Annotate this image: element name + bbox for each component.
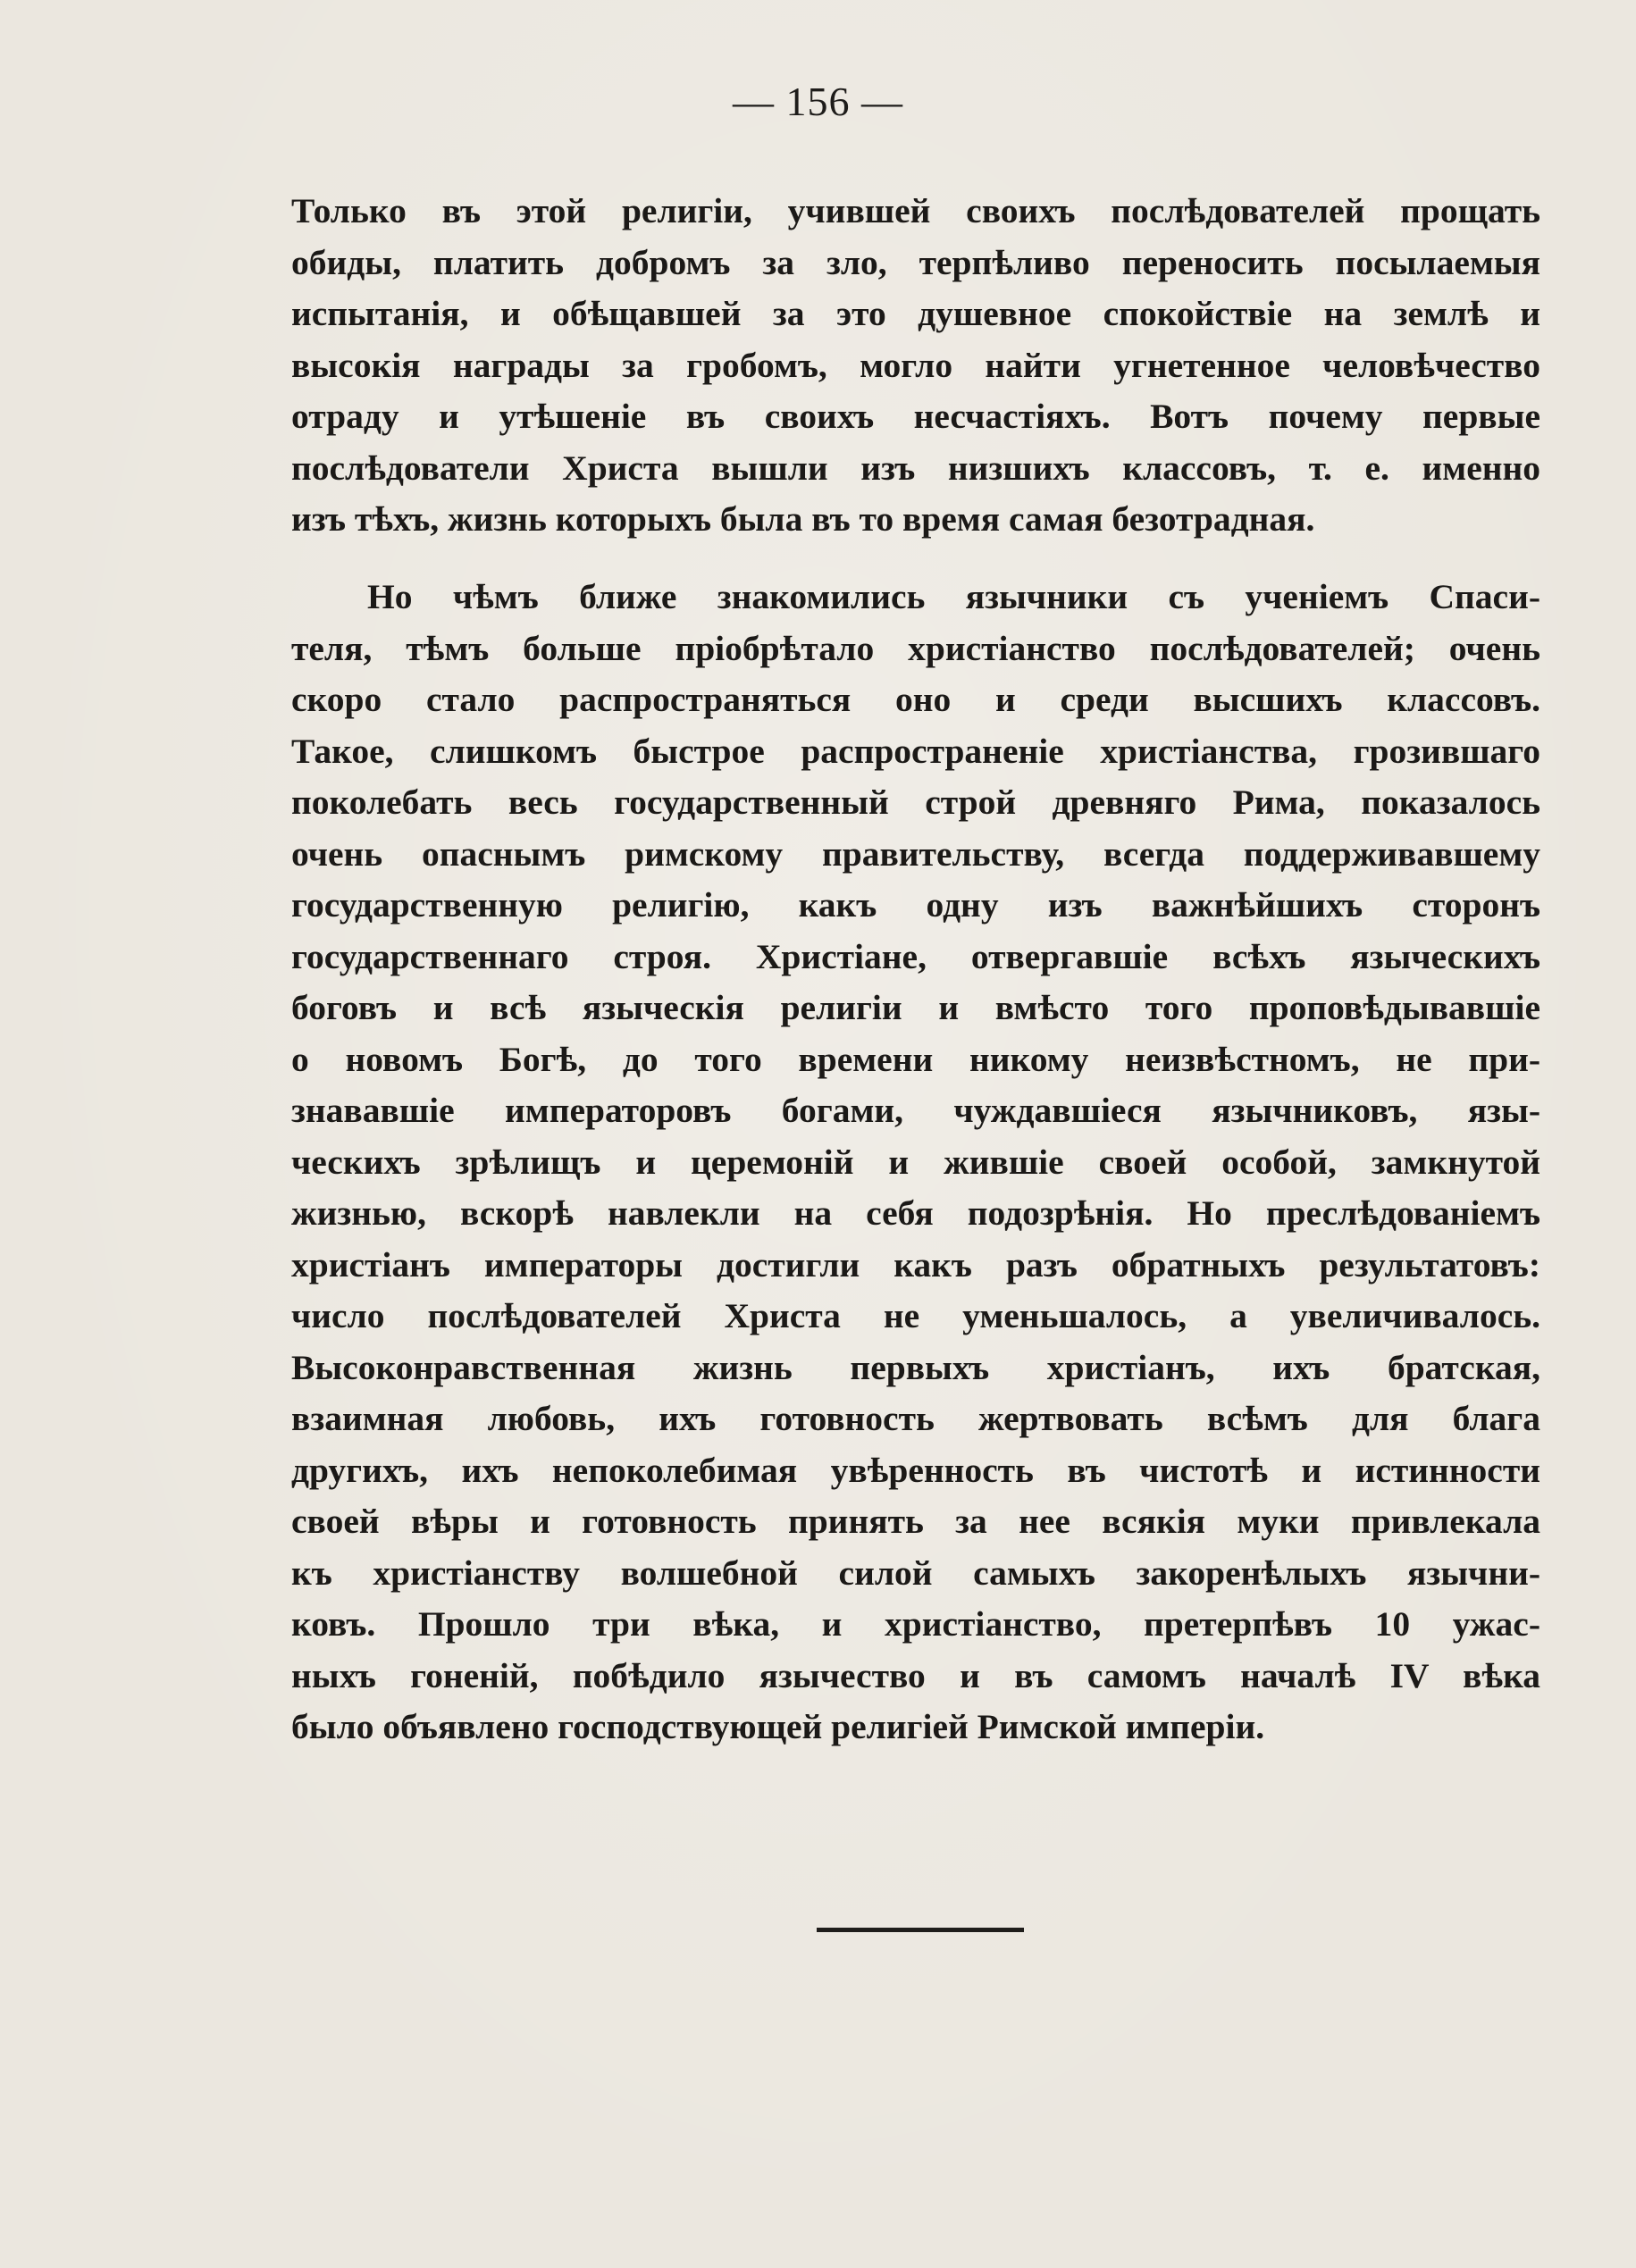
text-line: Только въ этой религіи, учившей своихъ послѣдователей прощать xyxy=(291,191,1540,230)
text-line: число послѣдователей Христа не уменьшалось, а увеличивалось. xyxy=(291,1296,1540,1335)
text-line: изъ тѣхъ, жизнь которыхъ была въ то время самая безотрадная. xyxy=(291,499,1315,539)
text-line: жизнью, вскорѣ навлекли на себя подозрѣнія. Но преслѣдованіемъ xyxy=(291,1193,1540,1233)
text-line: очень опаснымъ римскому правительству, всегда поддерживавшему xyxy=(291,833,1540,874)
text-line: христіанъ императоры достигли какъ разъ обратныхъ результатовъ: xyxy=(291,1244,1540,1285)
text-line: высокія награды за гробомъ, могло найти угнетенное человѣчество xyxy=(291,345,1540,385)
paragraph-2 xyxy=(291,572,1540,1753)
text-line: государственнаго строя. Христіане, отвергавшіе всѣхъ языческихъ xyxy=(291,936,1540,976)
text-line: боговъ и всѣ языческія религіи и вмѣсто того проповѣдывавшіе xyxy=(291,988,1540,1027)
text-line: Но чѣмъ ближе знакомились язычники съ ученіемъ Спаси- xyxy=(367,577,1540,616)
text-line: къ христіанству волшебной силой самыхъ закоренѣлыхъ язычни- xyxy=(291,1552,1540,1593)
text-line: послѣдователи Христа вышли изъ низшихъ классовъ, т. е. именно xyxy=(291,448,1540,488)
text-line: своей вѣры и готовность принять за нее всякія муки привлекала xyxy=(291,1502,1540,1541)
text-line: испытанія, и обѣщавшей за это душевное спокойствіе на землѣ и xyxy=(291,294,1540,333)
text-line: знававшіе императоровъ богами, чуждавшіеся язычниковъ, язы- xyxy=(291,1091,1540,1130)
text-line: Высоконравственная жизнь первыхъ христіанъ, ихъ братская, xyxy=(291,1347,1540,1387)
text-line: ныхъ гоненій, побѣдило язычество и въ самомъ началѣ IV вѣка xyxy=(291,1655,1540,1695)
text-line: другихъ, ихъ непоколебимая увѣренность въ чистотѣ и истинности xyxy=(291,1450,1540,1490)
text-line: взаимная любовь, ихъ готовность жертвовать всѣмъ для блага xyxy=(291,1399,1540,1438)
text-line: было объявлено господствующей религіей Римской имперіи. xyxy=(291,1707,1265,1746)
section-divider xyxy=(817,1928,1024,1932)
text-line: ческихъ зрѣлищъ и церемоній и жившіе своей особой, замкнутой xyxy=(291,1142,1540,1182)
page-number: — 156 — xyxy=(733,79,903,124)
text-line: государственную религію, какъ одну изъ важнѣйшихъ сторонъ xyxy=(291,885,1540,925)
text-line: обиды, платить добромъ за зло, терпѣливо переносить посылаемыя xyxy=(291,242,1540,282)
text-line: о новомъ Богѣ, до того времени никому неизвѣстномъ, не при- xyxy=(291,1039,1540,1079)
text-line: ковъ. Прошло три вѣка, и христіанство, претерпѣвъ 10 ужас- xyxy=(291,1604,1540,1644)
text-line: отраду и утѣшеніе въ своихъ несчастіяхъ. Вотъ почему первые xyxy=(291,397,1540,436)
text-line: теля, тѣмъ больше пріобрѣтало христіанство послѣдователей; очень xyxy=(291,628,1540,668)
text-line: скоро стало распространяться оно и среди высшихъ классовъ. xyxy=(291,680,1540,719)
text-line: Такое, слишкомъ быстрое распространеніе христіанства, грозившаго xyxy=(291,731,1540,771)
text-line: поколебать весь государственный строй древняго Рима, показалось xyxy=(291,783,1540,822)
paragraph-1 xyxy=(291,186,1540,546)
